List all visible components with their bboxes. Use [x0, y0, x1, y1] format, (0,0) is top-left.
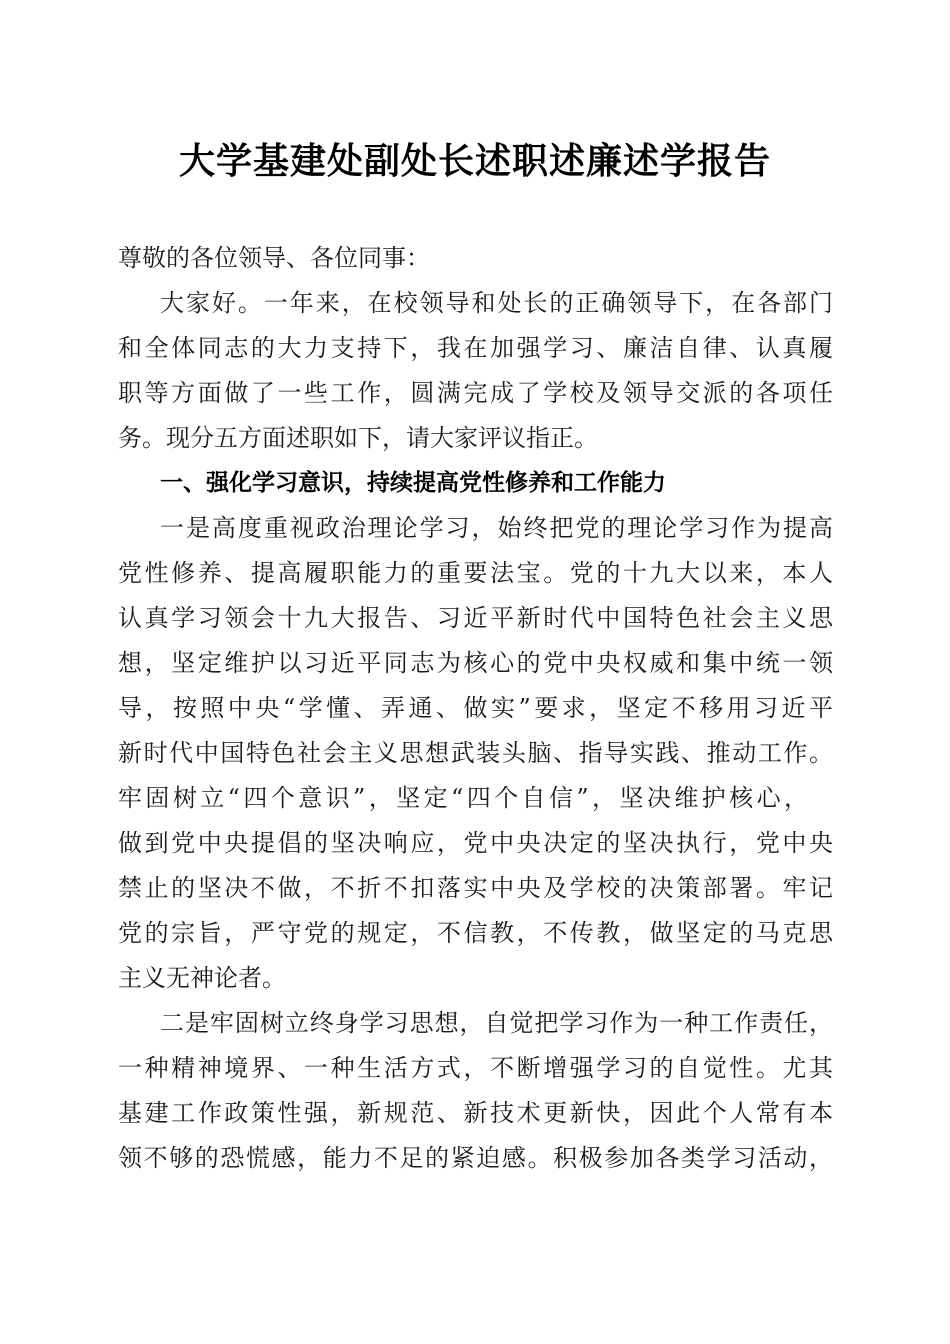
paragraph-line: 职等方面做了一些工作，圆满完成了学校及领导交派的各项任	[118, 379, 833, 407]
paragraph-line: 二是牢固树立终身学习思想，自觉把学习作为一种工作责任，	[160, 1009, 833, 1037]
paragraph-line: 新时代中国特色社会主义思想武装头脑、指导实践、推动工作。	[118, 739, 833, 767]
paragraph-line: 和全体同志的大力支持下，我在加强学习、廉洁自律、认真履	[118, 334, 833, 362]
paragraph-line: 导，按照中央“学懂、弄通、做实”要求，坚定不移用习近平	[118, 694, 833, 722]
paragraph-line: 做到党中央提倡的坚决响应，党中央决定的坚决执行，党中央	[118, 829, 833, 857]
page-title: 大学基建处副处长述职述廉述学报告	[178, 140, 771, 182]
salutation: 尊敬的各位领导、各位同事：	[118, 244, 430, 272]
paragraph-line: 大家好。一年来，在校领导和处长的正确领导下，在各部门	[160, 289, 833, 317]
paragraph-line: 领不够的恐慌感，能力不足的紧迫感。积极参加各类学习活动，	[118, 1144, 833, 1172]
paragraph-line: 禁止的坚决不做，不折不扣落实中央及学校的决策部署。牢记	[118, 874, 833, 902]
paragraph-line: 一种精神境界、一种生活方式，不断增强学习的自觉性。尤其	[118, 1054, 833, 1082]
paragraph-line: 认真学习领会十九大报告、习近平新时代中国特色社会主义思	[118, 604, 833, 632]
section-heading: 一、强化学习意识，持续提高党性修养和工作能力	[160, 470, 666, 496]
paragraph-line: 党性修养、提高履职能力的重要法宝。党的十九大以来，本人	[118, 559, 833, 587]
paragraph-line: 党的宗旨，严守党的规定，不信教，不传教，做坚定的马克思	[118, 919, 833, 947]
paragraph-line: 基建工作政策性强，新规范、新技术更新快，因此个人常有本	[118, 1099, 833, 1127]
paragraph-line: 牢固树立“四个意识”，坚定“四个自信”，坚决维护核心，	[118, 784, 808, 812]
paragraph-line: 务。现分五方面述职如下，请大家评议指正。	[118, 424, 598, 452]
paragraph-line: 主义无神论者。	[118, 964, 286, 992]
paragraph-line: 一是高度重视政治理论学习，始终把党的理论学习作为提高	[160, 514, 833, 542]
paragraph-line: 想，坚定维护以习近平同志为核心的党中央权威和集中统一领	[118, 649, 833, 677]
